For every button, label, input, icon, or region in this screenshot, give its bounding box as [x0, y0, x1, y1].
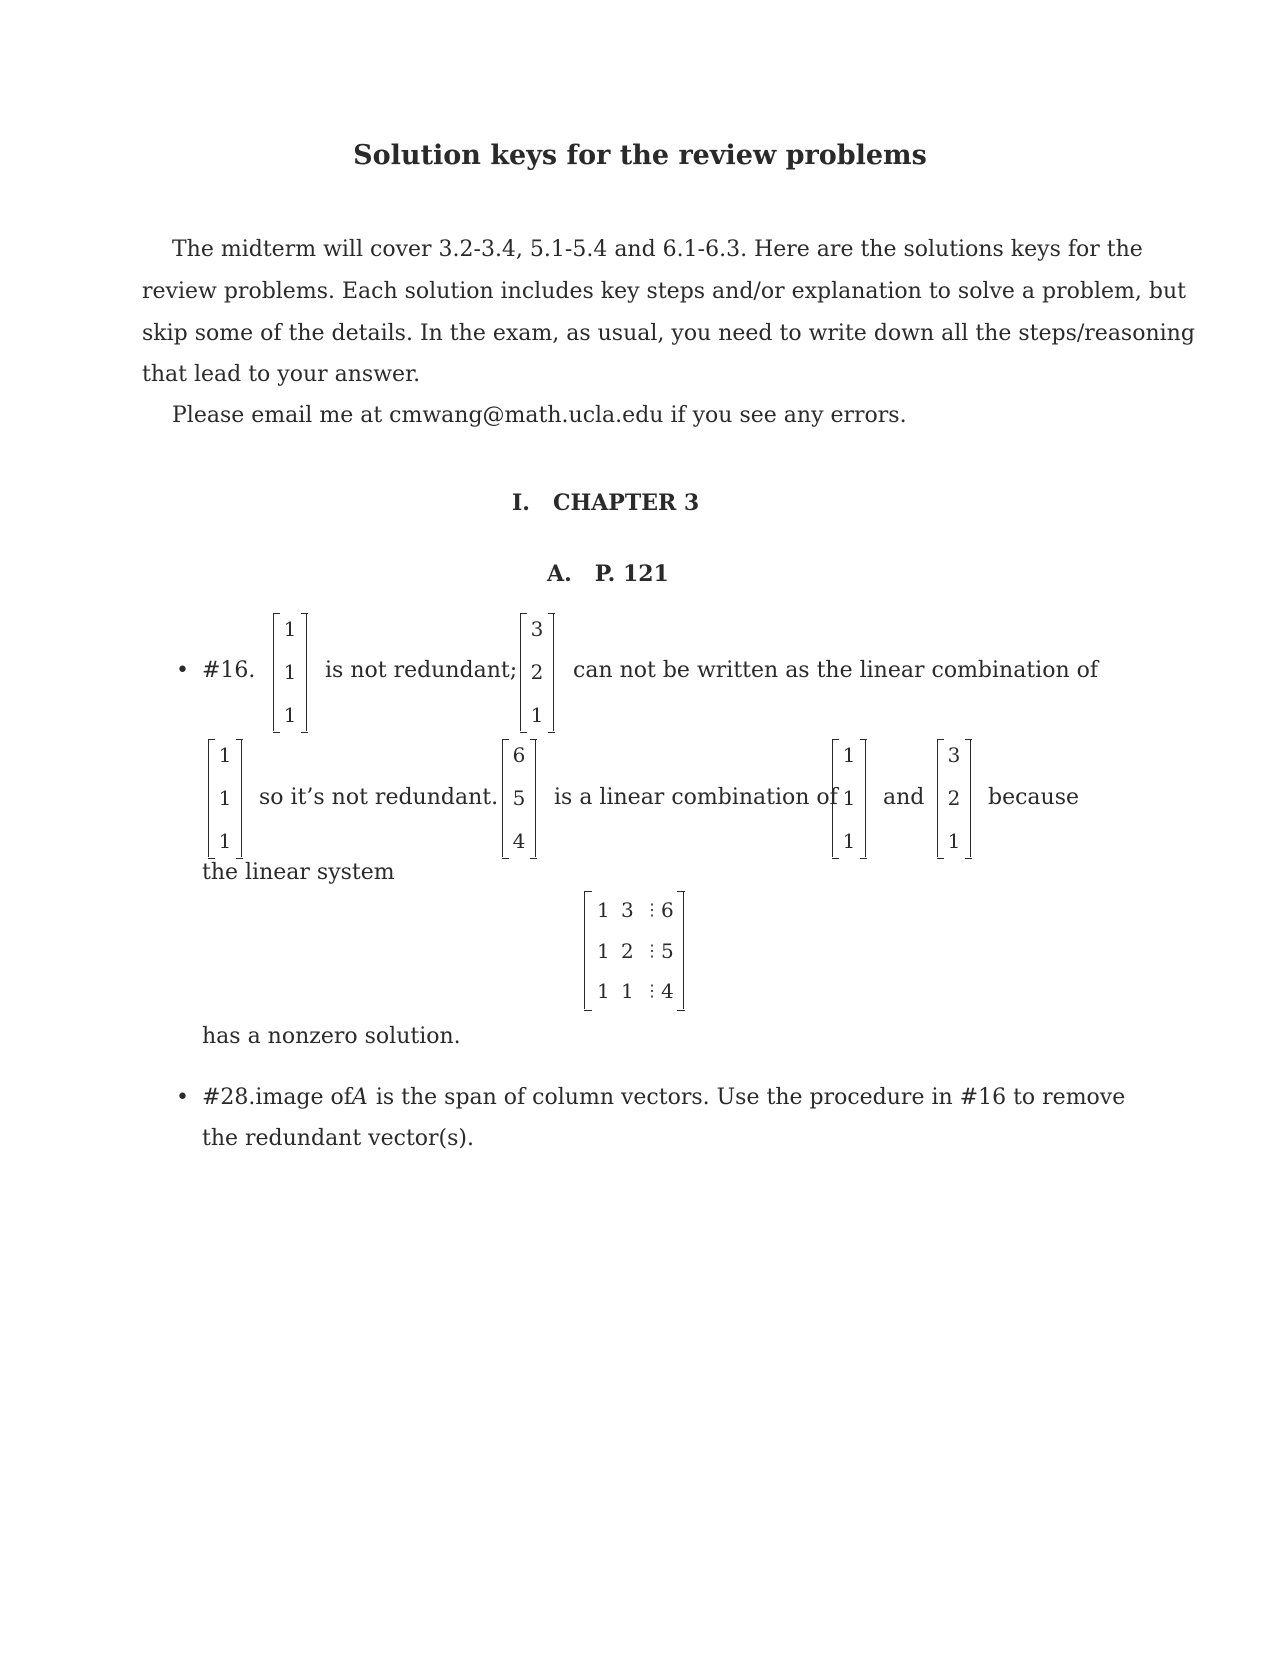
- vector-a: [273, 613, 307, 731]
- vector-entry: 1: [947, 829, 961, 853]
- text: so it’s not redundant.: [259, 785, 499, 810]
- vector-d: [502, 739, 536, 857]
- vector-entry: 1: [218, 829, 232, 853]
- matrix-row: [585, 900, 683, 920]
- text: because: [988, 785, 1080, 810]
- augmented-matrix: [584, 891, 684, 1009]
- email-line-after: if you see any errors.: [670, 403, 907, 428]
- vector-b: [520, 613, 554, 731]
- vector-entry: 1: [218, 786, 232, 810]
- subsection-letter: A.: [547, 561, 572, 587]
- matrix-row: [585, 981, 683, 1001]
- vector-entry: 1: [530, 703, 544, 727]
- matrix-entry: 1: [597, 898, 610, 922]
- matrix-separator: ⋮: [644, 941, 660, 960]
- bullet: •: [176, 1085, 189, 1110]
- text: the redundant vector(s).: [202, 1126, 475, 1151]
- text: is not redundant;: [325, 658, 518, 683]
- text: the linear system: [202, 860, 395, 885]
- matrix-entry: 1: [597, 939, 610, 963]
- section-heading: [512, 490, 699, 516]
- email-line: [172, 394, 907, 438]
- vector-f: [937, 739, 971, 857]
- page-title: Solution keys for the review problems: [353, 140, 927, 171]
- vector-entry: 1: [218, 743, 232, 767]
- text: has a nonzero solution.: [202, 1024, 461, 1049]
- text: is the span of column vectors. Use the procedure in #16 to remove: [375, 1085, 1126, 1110]
- vector-entry: 1: [283, 703, 297, 727]
- intro-line: The midterm will cover 3.2-3.4, 5.1-5.4 and 6.1-6.3. Here are the solutions keys for the: [172, 237, 1143, 262]
- vector-entry: 1: [842, 829, 856, 853]
- matrix-entry: 5: [661, 939, 674, 963]
- vector-entry: 1: [283, 617, 297, 641]
- math-variable: A: [351, 1085, 368, 1110]
- email-line-before: Please email me at: [172, 403, 383, 428]
- vector-entry: 6: [512, 743, 526, 767]
- text: and: [883, 785, 925, 810]
- problem-label: #16.: [202, 658, 256, 683]
- matrix-separator: ⋮: [644, 981, 660, 1000]
- matrix-entry: 4: [661, 979, 674, 1003]
- vector-c: [208, 739, 242, 857]
- matrix-entry: 1: [621, 979, 634, 1003]
- intro-line: skip some of the details. In the exam, as usual, you need to write down all the steps/reasoning: [142, 321, 1195, 346]
- vector-entry: 5: [512, 786, 526, 810]
- section-title: CHAPTER 3: [552, 490, 700, 516]
- intro-line: review problems. Each solution includes key steps and/or explanation to solve a problem, but: [142, 279, 1186, 304]
- vector-entry: 1: [842, 743, 856, 767]
- text: image of: [255, 1085, 352, 1110]
- bullet: •: [176, 658, 189, 683]
- vector-entry: 3: [530, 617, 544, 641]
- intro-line: that lead to your answer.: [142, 362, 421, 387]
- subsection-title: P. 121: [594, 561, 669, 587]
- text: can not be written as the linear combination of: [573, 658, 1099, 683]
- problem-28-line1: [202, 1085, 1126, 1110]
- text: is a linear combination of: [554, 785, 838, 810]
- matrix-row: [585, 941, 683, 961]
- vector-e: [832, 739, 866, 857]
- matrix-entry: 6: [661, 898, 674, 922]
- matrix-separator: ⋮: [644, 900, 660, 919]
- vector-entry: 1: [283, 660, 297, 684]
- matrix-entry: 3: [621, 898, 634, 922]
- subsection-heading: [547, 561, 669, 587]
- section-number: I.: [512, 490, 530, 516]
- email-link[interactable]: cmwang@math.ucla.edu: [389, 403, 664, 428]
- vector-entry: 1: [842, 786, 856, 810]
- matrix-entry: 2: [621, 939, 634, 963]
- problem-label: #28.: [202, 1085, 256, 1110]
- vector-entry: 3: [947, 743, 961, 767]
- vector-entry: 2: [530, 660, 544, 684]
- vector-entry: 4: [512, 829, 526, 853]
- vector-entry: 2: [947, 786, 961, 810]
- matrix-entry: 1: [597, 979, 610, 1003]
